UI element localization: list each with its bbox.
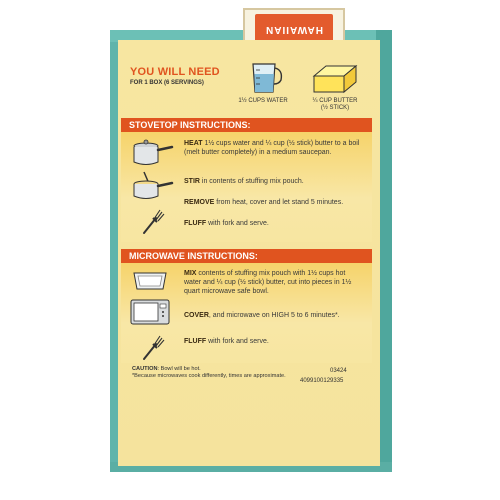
caution-label: CAUTION [132,366,158,372]
stovetop-step-stir [184,177,364,186]
you-will-need-title: YOU WILL NEED [130,66,220,78]
microwave-footnote: *Because microwaves cook differently, times are approximate. [132,373,286,379]
microwave-icon [130,298,170,326]
step-text: from heat, cover and let stand 5 minutes. [214,199,344,206]
butter-label [305,98,365,112]
stovetop-step-remove [184,198,364,207]
microwave-step-mix [184,269,364,296]
step-text: 1½ cups water and ¼ cup (½ stick) butter to a boil (melt butter completely) in a medium saucepan. [184,140,360,156]
caution-note [132,366,302,380]
covered-saucepan-icon [130,136,174,168]
butter-label-line2: (½ STICK) [320,105,350,111]
product-code: 03424 [330,368,347,374]
step-text: with fork and serve. [206,220,269,227]
step-text: in contents of stuffing mix pouch. [199,178,304,185]
step-verb: FLUFF [184,338,207,345]
saucepan-spoon-icon [130,170,174,202]
baking-dish-icon [132,267,168,293]
stovetop-step-heat [184,139,364,157]
brand-logo: HAWAIIAN [255,14,333,44]
upc-number: 4099100129335 [300,378,344,384]
step-verb: FLUFF [184,220,207,227]
step-text: , and microwave on HIGH 5 to 6 minutes*. [208,312,340,319]
step-verb: STIR [184,178,200,185]
fork-icon [140,332,166,362]
step-text: contents of stuffing mix pouch with 1½ cups hot water and ¼ cup (½ stick) butter, cut into pieces in 1½ quart microwave safe bowl. [184,270,352,295]
step-verb: HEAT [184,140,203,147]
stovetop-header: STOVETOP INSTRUCTIONS: [121,118,372,132]
stovetop-step-fluff [184,219,364,228]
microwave-step-cover [184,311,364,320]
microwave-step-fluff [184,337,364,346]
step-verb: COVER [184,312,209,319]
you-will-need-subtitle: FOR 1 BOX (6 SERVINGS) [130,80,204,86]
water-label: 1½ CUPS WATER [238,98,288,104]
step-verb: REMOVE [184,199,215,206]
butter-stick-icon [312,62,358,94]
measuring-cup-icon [247,60,285,96]
step-text: with fork and serve. [206,338,269,345]
fork-icon [140,206,166,236]
butter-label-line1: ¼ CUP BUTTER [312,98,358,104]
caution-text: : Bowl will be hot. [157,366,201,372]
step-verb: MIX [184,270,197,277]
microwave-header: MICROWAVE INSTRUCTIONS: [121,249,372,263]
